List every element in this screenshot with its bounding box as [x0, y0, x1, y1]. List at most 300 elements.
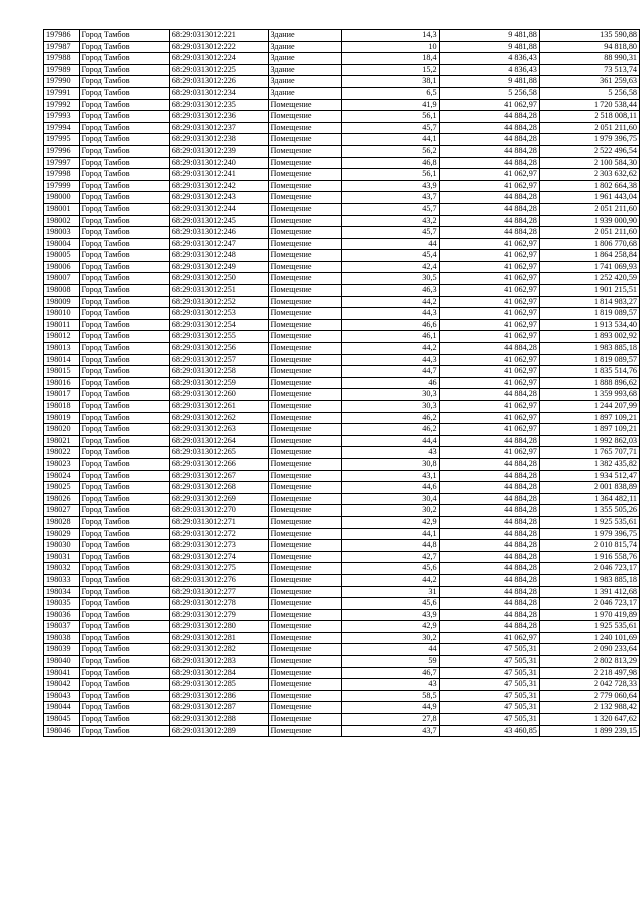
cadastral-number-cell: 68:29:0313012:278: [169, 598, 268, 610]
city-cell: Город Тамбов: [79, 319, 169, 331]
unit-value-cell: 47 505,31: [439, 644, 539, 656]
unit-value-cell: 9 481,88: [439, 30, 539, 42]
table-row: [44, 238, 640, 250]
unit-value-cell: 44 884,28: [439, 157, 539, 169]
unit-value-cell: 41 062,97: [439, 331, 539, 343]
row-number-cell: 197993: [44, 111, 80, 123]
city-cell: Город Тамбов: [79, 551, 169, 563]
table-row: [44, 667, 640, 679]
table-row: [44, 598, 640, 610]
object-type-cell: Помещение: [268, 493, 342, 505]
object-type-cell: Помещение: [268, 528, 342, 540]
area-cell: 43,7: [342, 192, 439, 204]
area-cell: 44,1: [342, 528, 439, 540]
object-type-cell: Помещение: [268, 679, 342, 691]
city-cell: Город Тамбов: [79, 458, 169, 470]
cadastral-value-cell: 1 244 207,99: [539, 401, 639, 413]
area-cell: 30,3: [342, 401, 439, 413]
city-cell: Город Тамбов: [79, 331, 169, 343]
object-type-cell: Помещение: [268, 609, 342, 621]
unit-value-cell: 41 062,97: [439, 632, 539, 644]
cadastral-number-cell: 68:29:0313012:273: [169, 540, 268, 552]
table-row: [44, 389, 640, 401]
city-cell: Город Тамбов: [79, 273, 169, 285]
cadastral-value-cell: 1 893 002,92: [539, 331, 639, 343]
area-cell: 43: [342, 447, 439, 459]
area-cell: 44,3: [342, 354, 439, 366]
cadastral-number-cell: 68:29:0313012:248: [169, 250, 268, 262]
area-cell: 43: [342, 679, 439, 691]
row-number-cell: 198006: [44, 261, 80, 273]
area-cell: 43,9: [342, 609, 439, 621]
area-cell: 44,9: [342, 702, 439, 714]
cadastral-number-cell: 68:29:0313012:286: [169, 690, 268, 702]
city-cell: Город Тамбов: [79, 493, 169, 505]
table-row: [44, 343, 640, 355]
table-row: [44, 296, 640, 308]
table-row: [44, 656, 640, 668]
object-type-cell: Помещение: [268, 366, 342, 378]
row-number-cell: 198045: [44, 714, 80, 726]
area-cell: 45,6: [342, 598, 439, 610]
cadastral-value-cell: 1 913 534,40: [539, 319, 639, 331]
cadastral-value-cell: 1 888 896,62: [539, 377, 639, 389]
cadastral-number-cell: 68:29:0313012:264: [169, 435, 268, 447]
table-row: [44, 505, 640, 517]
object-type-cell: Помещение: [268, 598, 342, 610]
row-number-cell: 198022: [44, 447, 80, 459]
object-type-cell: Помещение: [268, 482, 342, 494]
object-type-cell: Помещение: [268, 667, 342, 679]
unit-value-cell: 44 884,28: [439, 528, 539, 540]
object-type-cell: Помещение: [268, 157, 342, 169]
cadastral-value-cell: 1 720 538,44: [539, 99, 639, 111]
object-type-cell: Здание: [268, 76, 342, 88]
row-number-cell: 198017: [44, 389, 80, 401]
area-cell: 42,9: [342, 516, 439, 528]
area-cell: 45,7: [342, 203, 439, 215]
city-cell: Город Тамбов: [79, 377, 169, 389]
unit-value-cell: 9 481,88: [439, 41, 539, 53]
row-number-cell: 198042: [44, 679, 80, 691]
city-cell: Город Тамбов: [79, 412, 169, 424]
cadastral-value-cell: 2 046 723,17: [539, 598, 639, 610]
cadastral-value-cell: 1 814 983,27: [539, 296, 639, 308]
object-type-cell: Здание: [268, 53, 342, 65]
cadastral-value-cell: 1 934 512,47: [539, 470, 639, 482]
object-type-cell: Помещение: [268, 586, 342, 598]
city-cell: Город Тамбов: [79, 366, 169, 378]
row-number-cell: 198005: [44, 250, 80, 262]
row-number-cell: 198031: [44, 551, 80, 563]
city-cell: Город Тамбов: [79, 644, 169, 656]
city-cell: Город Тамбов: [79, 690, 169, 702]
table-row: [44, 145, 640, 157]
unit-value-cell: 44 884,28: [439, 621, 539, 633]
area-cell: 46,3: [342, 285, 439, 297]
city-cell: Город Тамбов: [79, 401, 169, 413]
cadastral-number-cell: 68:29:0313012:244: [169, 203, 268, 215]
city-cell: Город Тамбов: [79, 679, 169, 691]
area-cell: 18,4: [342, 53, 439, 65]
table-row: [44, 401, 640, 413]
object-type-cell: Помещение: [268, 447, 342, 459]
city-cell: Город Тамбов: [79, 343, 169, 355]
object-type-cell: Помещение: [268, 551, 342, 563]
cadastral-number-cell: 68:29:0313012:283: [169, 656, 268, 668]
city-cell: Город Тамбов: [79, 53, 169, 65]
area-cell: 56,1: [342, 169, 439, 181]
row-number-cell: 198002: [44, 215, 80, 227]
row-number-cell: 198027: [44, 505, 80, 517]
cadastral-value-cell: 1 961 443,04: [539, 192, 639, 204]
object-type-cell: Помещение: [268, 725, 342, 737]
row-number-cell: 197998: [44, 169, 80, 181]
unit-value-cell: 4 836,43: [439, 64, 539, 76]
cadastral-number-cell: 68:29:0313012:281: [169, 632, 268, 644]
unit-value-cell: 43 460,85: [439, 725, 539, 737]
cadastral-number-cell: 68:29:0313012:260: [169, 389, 268, 401]
cadastral-value-cell: 1 983 885,18: [539, 574, 639, 586]
row-number-cell: 198046: [44, 725, 80, 737]
cadastral-value-cell: 1 391 412,68: [539, 586, 639, 598]
cadastral-value-cell: 2 132 988,42: [539, 702, 639, 714]
unit-value-cell: 44 884,28: [439, 192, 539, 204]
object-type-cell: Помещение: [268, 261, 342, 273]
unit-value-cell: 44 884,28: [439, 122, 539, 134]
cadastral-number-cell: 68:29:0313012:240: [169, 157, 268, 169]
row-number-cell: 198015: [44, 366, 80, 378]
city-cell: Город Тамбов: [79, 435, 169, 447]
cadastral-value-cell: 1 979 396,75: [539, 134, 639, 146]
table-row: [44, 690, 640, 702]
unit-value-cell: 44 884,28: [439, 598, 539, 610]
object-type-cell: Помещение: [268, 435, 342, 447]
cadastral-number-cell: 68:29:0313012:245: [169, 215, 268, 227]
row-number-cell: 198033: [44, 574, 80, 586]
object-type-cell: Помещение: [268, 632, 342, 644]
area-cell: 45,7: [342, 227, 439, 239]
unit-value-cell: 44 884,28: [439, 215, 539, 227]
unit-value-cell: 47 505,31: [439, 702, 539, 714]
cadastral-value-cell: 2 051 211,60: [539, 203, 639, 215]
cadastral-value-cell: 88 990,31: [539, 53, 639, 65]
city-cell: Город Тамбов: [79, 447, 169, 459]
table-row: [44, 87, 640, 99]
cadastral-value-cell: 2 001 838,89: [539, 482, 639, 494]
city-cell: Город Тамбов: [79, 540, 169, 552]
area-cell: 56,1: [342, 111, 439, 123]
cadastral-number-cell: 68:29:0313012:246: [169, 227, 268, 239]
cadastral-value-cell: 2 802 813,29: [539, 656, 639, 668]
area-cell: 56,2: [342, 145, 439, 157]
row-number-cell: 198011: [44, 319, 80, 331]
unit-value-cell: 41 062,97: [439, 296, 539, 308]
row-number-cell: 197999: [44, 180, 80, 192]
area-cell: 44,2: [342, 296, 439, 308]
area-cell: 27,8: [342, 714, 439, 726]
object-type-cell: Помещение: [268, 145, 342, 157]
cadastral-value-cell: 135 590,88: [539, 30, 639, 42]
table-row: [44, 540, 640, 552]
object-type-cell: Помещение: [268, 644, 342, 656]
city-cell: Город Тамбов: [79, 64, 169, 76]
unit-value-cell: 47 505,31: [439, 690, 539, 702]
unit-value-cell: 44 884,28: [439, 505, 539, 517]
area-cell: 30,5: [342, 273, 439, 285]
cadastral-value-cell: 1 819 089,57: [539, 354, 639, 366]
city-cell: Город Тамбов: [79, 482, 169, 494]
table-row: [44, 76, 640, 88]
table-row: [44, 574, 640, 586]
area-cell: 10: [342, 41, 439, 53]
area-cell: 43,7: [342, 725, 439, 737]
cadastral-number-cell: 68:29:0313012:282: [169, 644, 268, 656]
cadastral-value-cell: 73 513,74: [539, 64, 639, 76]
row-number-cell: 198008: [44, 285, 80, 297]
area-cell: 44,2: [342, 343, 439, 355]
object-type-cell: Помещение: [268, 702, 342, 714]
cadastral-value-cell: 1 979 396,75: [539, 528, 639, 540]
cadastral-number-cell: 68:29:0313012:275: [169, 563, 268, 575]
cadastral-number-cell: 68:29:0313012:266: [169, 458, 268, 470]
area-cell: 43,2: [342, 215, 439, 227]
unit-value-cell: 47 505,31: [439, 656, 539, 668]
table-row: [44, 99, 640, 111]
cadastral-number-cell: 68:29:0313012:274: [169, 551, 268, 563]
table-row: [44, 261, 640, 273]
row-number-cell: 198028: [44, 516, 80, 528]
cadastral-number-cell: 68:29:0313012:249: [169, 261, 268, 273]
row-number-cell: 198018: [44, 401, 80, 413]
city-cell: Город Тамбов: [79, 99, 169, 111]
table-row: [44, 180, 640, 192]
city-cell: Город Тамбов: [79, 702, 169, 714]
area-cell: 44,6: [342, 482, 439, 494]
cadastral-value-cell: 1 916 558,76: [539, 551, 639, 563]
cadastral-number-cell: 68:29:0313012:251: [169, 285, 268, 297]
cadastral-number-cell: 68:29:0313012:272: [169, 528, 268, 540]
cadastral-value-cell: 94 818,80: [539, 41, 639, 53]
cadastral-value-cell: 1 897 109,21: [539, 424, 639, 436]
unit-value-cell: 41 062,97: [439, 238, 539, 250]
unit-value-cell: 41 062,97: [439, 319, 539, 331]
unit-value-cell: 47 505,31: [439, 667, 539, 679]
table-row: [44, 215, 640, 227]
city-cell: Город Тамбов: [79, 122, 169, 134]
cadastral-number-cell: 68:29:0313012:238: [169, 134, 268, 146]
city-cell: Город Тамбов: [79, 609, 169, 621]
row-number-cell: 198021: [44, 435, 80, 447]
cadastral-value-cell: 361 259,63: [539, 76, 639, 88]
unit-value-cell: 47 505,31: [439, 679, 539, 691]
object-type-cell: Помещение: [268, 134, 342, 146]
cadastral-value-cell: 1 806 770,68: [539, 238, 639, 250]
unit-value-cell: 44 884,28: [439, 458, 539, 470]
row-number-cell: 198012: [44, 331, 80, 343]
unit-value-cell: 41 062,97: [439, 401, 539, 413]
unit-value-cell: 44 884,28: [439, 609, 539, 621]
table-row: [44, 435, 640, 447]
city-cell: Город Тамбов: [79, 598, 169, 610]
row-number-cell: 198039: [44, 644, 80, 656]
object-type-cell: Помещение: [268, 470, 342, 482]
city-cell: Город Тамбов: [79, 215, 169, 227]
city-cell: Город Тамбов: [79, 632, 169, 644]
area-cell: 14,3: [342, 30, 439, 42]
cadastral-value-cell: 1 992 862,03: [539, 435, 639, 447]
table-row: [44, 285, 640, 297]
city-cell: Город Тамбов: [79, 157, 169, 169]
object-type-cell: Помещение: [268, 192, 342, 204]
area-cell: 43,1: [342, 470, 439, 482]
cadastral-value-cell: 2 046 723,17: [539, 563, 639, 575]
city-cell: Город Тамбов: [79, 714, 169, 726]
city-cell: Город Тамбов: [79, 563, 169, 575]
table-row: [44, 192, 640, 204]
area-cell: 46,1: [342, 331, 439, 343]
cadastral-number-cell: 68:29:0313012:284: [169, 667, 268, 679]
unit-value-cell: 44 884,28: [439, 516, 539, 528]
row-number-cell: 198004: [44, 238, 80, 250]
area-cell: 31: [342, 586, 439, 598]
city-cell: Город Тамбов: [79, 203, 169, 215]
object-type-cell: Здание: [268, 64, 342, 76]
cadastral-number-cell: 68:29:0313012:222: [169, 41, 268, 53]
area-cell: 44,7: [342, 366, 439, 378]
row-number-cell: 198001: [44, 203, 80, 215]
cadastral-value-cell: 1 899 239,15: [539, 725, 639, 737]
area-cell: 46,2: [342, 412, 439, 424]
unit-value-cell: 5 256,58: [439, 87, 539, 99]
city-cell: Город Тамбов: [79, 76, 169, 88]
area-cell: 44: [342, 238, 439, 250]
table-row: [44, 447, 640, 459]
cadastral-value-cell: 1 901 215,51: [539, 285, 639, 297]
cadastral-number-cell: 68:29:0313012:252: [169, 296, 268, 308]
cadastral-number-cell: 68:29:0313012:243: [169, 192, 268, 204]
city-cell: Город Тамбов: [79, 250, 169, 262]
table-row: [44, 157, 640, 169]
unit-value-cell: 41 062,97: [439, 412, 539, 424]
cadastral-number-cell: 68:29:0313012:270: [169, 505, 268, 517]
table-row: [44, 366, 640, 378]
object-type-cell: Помещение: [268, 285, 342, 297]
object-type-cell: Помещение: [268, 690, 342, 702]
cadastral-value-cell: 1 359 993,68: [539, 389, 639, 401]
object-type-cell: Здание: [268, 41, 342, 53]
area-cell: 59: [342, 656, 439, 668]
object-type-cell: Здание: [268, 30, 342, 42]
city-cell: Город Тамбов: [79, 227, 169, 239]
row-number-cell: 198025: [44, 482, 80, 494]
area-cell: 42,4: [342, 261, 439, 273]
cadastral-value-cell: 2 518 008,11: [539, 111, 639, 123]
area-cell: 45,4: [342, 250, 439, 262]
row-number-cell: 197992: [44, 99, 80, 111]
cadastral-value-cell: 1 240 101,69: [539, 632, 639, 644]
table-row: [44, 64, 640, 76]
row-number-cell: 198009: [44, 296, 80, 308]
unit-value-cell: 44 884,28: [439, 493, 539, 505]
cadastral-number-cell: 68:29:0313012:247: [169, 238, 268, 250]
table-row: [44, 609, 640, 621]
city-cell: Город Тамбов: [79, 725, 169, 737]
cadastral-number-cell: 68:29:0313012:253: [169, 308, 268, 320]
object-type-cell: Помещение: [268, 563, 342, 575]
table-row: [44, 482, 640, 494]
area-cell: 30,2: [342, 505, 439, 517]
table-row: [44, 250, 640, 262]
unit-value-cell: 44 884,28: [439, 435, 539, 447]
city-cell: Город Тамбов: [79, 285, 169, 297]
cadastral-value-cell: 1 741 069,93: [539, 261, 639, 273]
cadastral-value-cell: 1 897 109,21: [539, 412, 639, 424]
city-cell: Город Тамбов: [79, 41, 169, 53]
cadastral-number-cell: 68:29:0313012:285: [169, 679, 268, 691]
object-type-cell: Помещение: [268, 122, 342, 134]
cadastral-number-cell: 68:29:0313012:254: [169, 319, 268, 331]
object-type-cell: Помещение: [268, 273, 342, 285]
city-cell: Город Тамбов: [79, 667, 169, 679]
cadastral-number-cell: 68:29:0313012:261: [169, 401, 268, 413]
table-row: [44, 586, 640, 598]
cadastral-value-cell: 2 779 060,64: [539, 690, 639, 702]
table-row: [44, 354, 640, 366]
area-cell: 44,2: [342, 574, 439, 586]
table-row: [44, 122, 640, 134]
cadastral-value-cell: 1 819 089,57: [539, 308, 639, 320]
cadastral-value-table: [43, 29, 640, 737]
unit-value-cell: 44 884,28: [439, 482, 539, 494]
unit-value-cell: 41 062,97: [439, 424, 539, 436]
table-row: [44, 621, 640, 633]
area-cell: 44,4: [342, 435, 439, 447]
row-number-cell: 198020: [44, 424, 80, 436]
city-cell: Город Тамбов: [79, 424, 169, 436]
object-type-cell: Помещение: [268, 215, 342, 227]
table-row: [44, 412, 640, 424]
table-row: [44, 203, 640, 215]
cadastral-value-cell: 5 256,58: [539, 87, 639, 99]
unit-value-cell: 44 884,28: [439, 203, 539, 215]
row-number-cell: 198035: [44, 598, 80, 610]
table-row: [44, 319, 640, 331]
table-row: [44, 308, 640, 320]
object-type-cell: Помещение: [268, 319, 342, 331]
cadastral-number-cell: 68:29:0313012:235: [169, 99, 268, 111]
cadastral-value-cell: 2 303 632,62: [539, 169, 639, 181]
city-cell: Город Тамбов: [79, 516, 169, 528]
row-number-cell: 198037: [44, 621, 80, 633]
unit-value-cell: 41 062,97: [439, 377, 539, 389]
unit-value-cell: 47 505,31: [439, 714, 539, 726]
row-number-cell: 197989: [44, 64, 80, 76]
area-cell: 42,9: [342, 621, 439, 633]
object-type-cell: Помещение: [268, 424, 342, 436]
table-row: [44, 134, 640, 146]
cadastral-number-cell: 68:29:0313012:262: [169, 412, 268, 424]
row-number-cell: 198044: [44, 702, 80, 714]
object-type-cell: Помещение: [268, 505, 342, 517]
unit-value-cell: 41 062,97: [439, 99, 539, 111]
cadastral-value-cell: 2 010 815,74: [539, 540, 639, 552]
row-number-cell: 198019: [44, 412, 80, 424]
row-number-cell: 197996: [44, 145, 80, 157]
cadastral-number-cell: 68:29:0313012:263: [169, 424, 268, 436]
area-cell: 44: [342, 644, 439, 656]
cadastral-number-cell: 68:29:0313012:241: [169, 169, 268, 181]
